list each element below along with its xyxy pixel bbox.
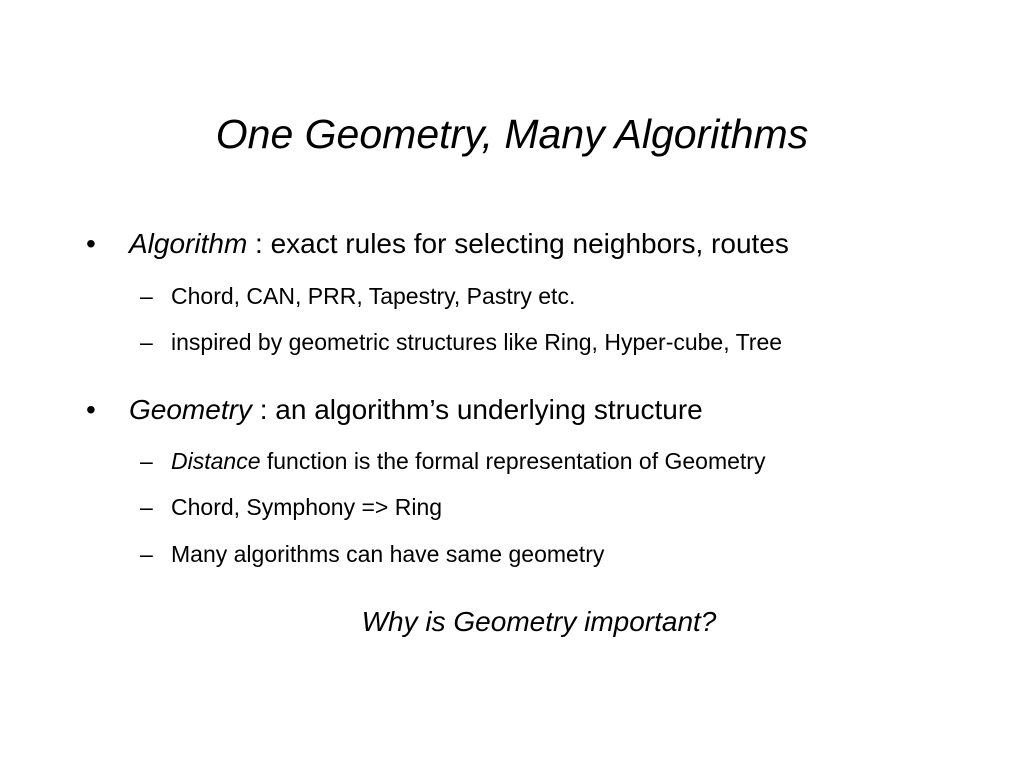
bullet-text: : an algorithm’s underlying structure [251,394,703,425]
sub-bullet-dash: – [140,494,153,520]
sub-bullet-text: Chord, Symphony => Ring [171,494,443,520]
sub-bullet [140,446,765,476]
bullet-marker: • [86,228,96,259]
bullet-text: : exact rules for selecting neighbors, routes [247,228,789,259]
sub-bullet [140,281,575,311]
closing-question: Why is Geometry important? [361,606,717,637]
sub-bullet-dash: – [140,448,153,474]
sub-bullet-dash: – [140,541,153,567]
sub-bullet [140,539,604,569]
sub-bullet-dash: – [140,283,153,309]
sub-bullet-text: Many algorithms can have same geometry [171,541,605,567]
bullet-term: Geometry [129,394,252,425]
bullet-geometry [86,392,703,428]
sub-bullet-text: Chord, CAN, PRR, Tapestry, Pastry etc. [171,283,576,309]
sub-bullet-term: Distance [171,448,261,474]
bullet-marker: • [86,394,96,425]
sub-bullet-text: function is the formal representation of Geometry [260,448,766,474]
bullet-algorithm [86,226,789,262]
sub-bullet-dash: – [140,329,153,355]
bullet-term: Algorithm [129,228,248,259]
slide-title: One Geometry, Many Algorithms [215,111,809,157]
sub-bullet [140,492,442,522]
sub-bullet [140,327,782,357]
sub-bullet-text: inspired by geometric structures like Ring, Hyper-cube, Tree [171,329,783,355]
